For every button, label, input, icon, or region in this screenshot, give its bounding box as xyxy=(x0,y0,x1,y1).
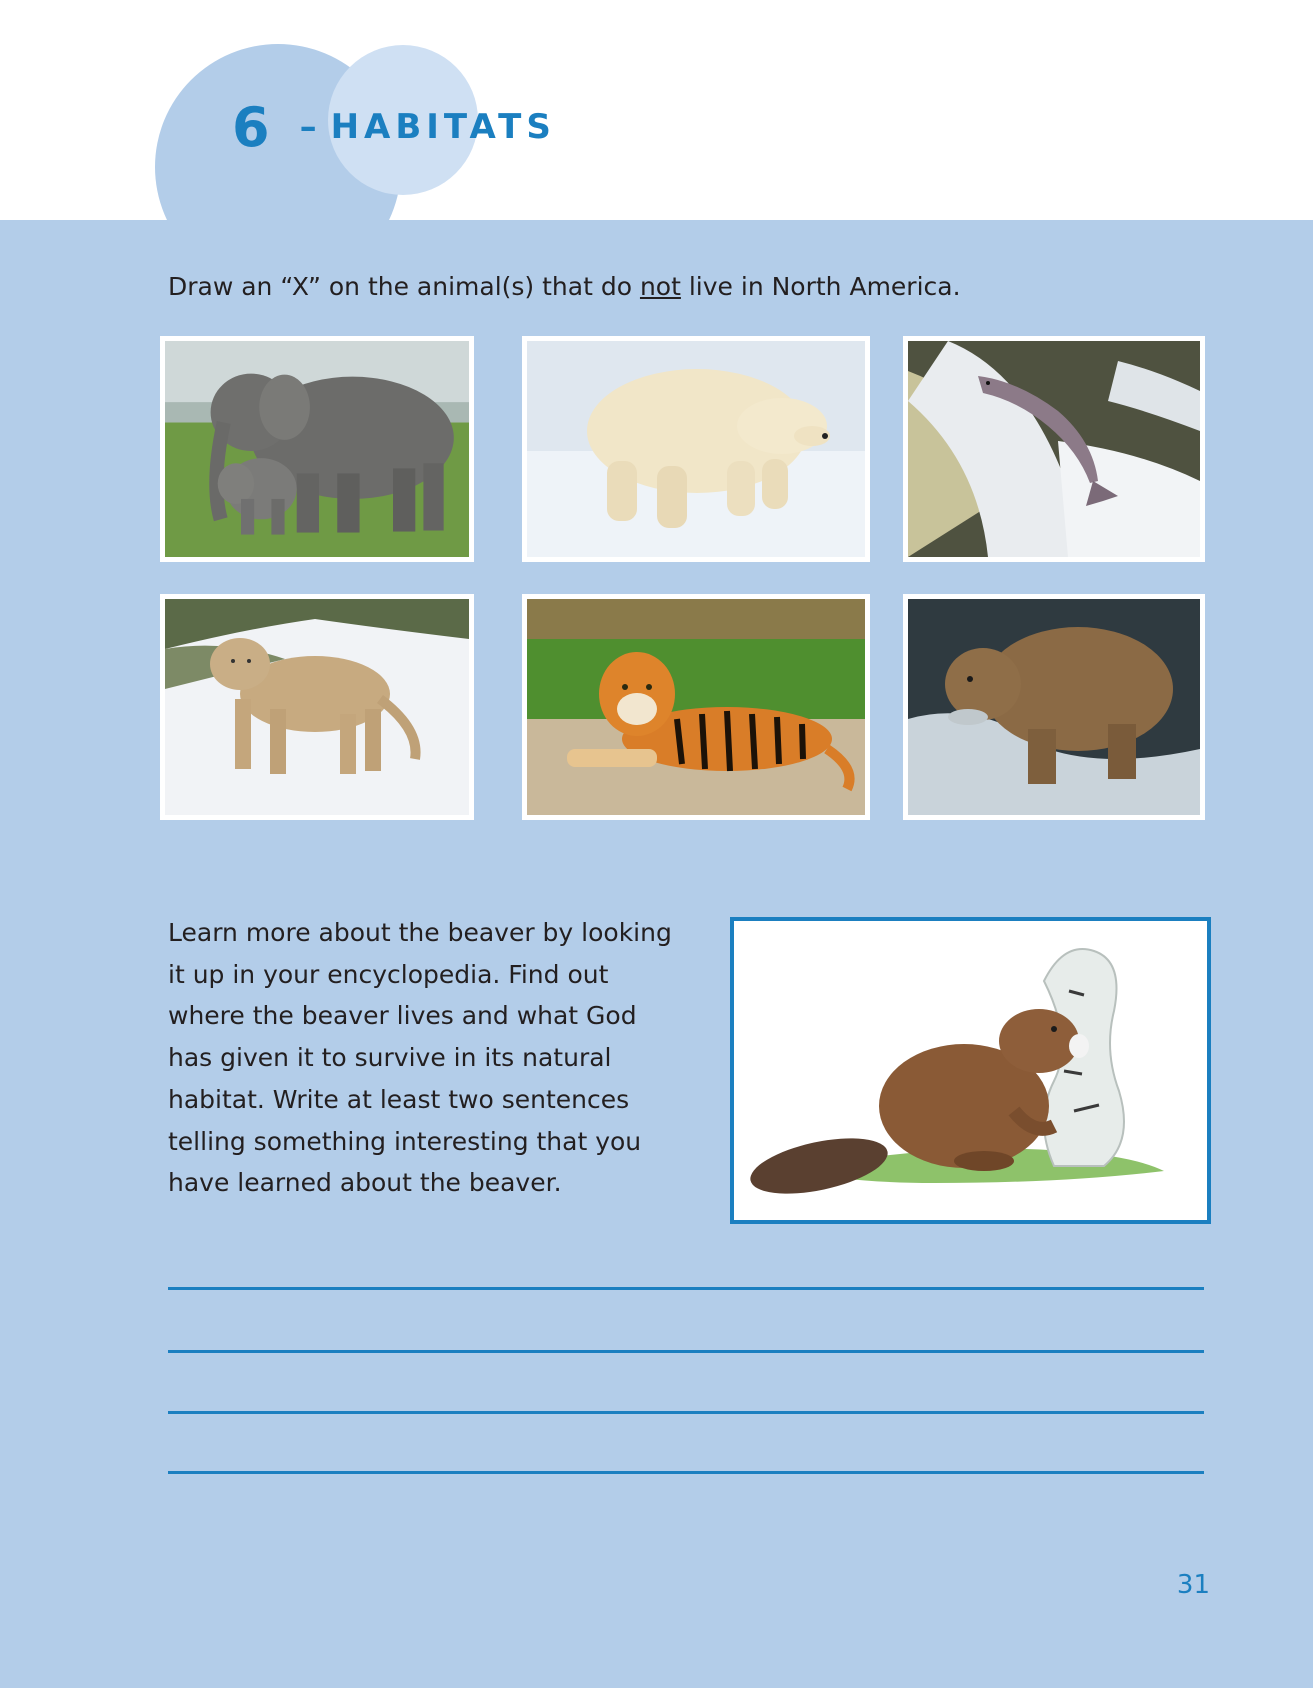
paragraph-line: habitat. Write at least two sentences xyxy=(168,1084,630,1114)
paragraph-line: has given it to survive in its natural xyxy=(168,1043,612,1073)
photo-salmon[interactable] xyxy=(903,336,1205,562)
photo-cougar[interactable] xyxy=(160,594,474,820)
beaver-illustration xyxy=(730,917,1211,1224)
paragraph-line: it up in your encyclopedia. Find out xyxy=(168,959,609,989)
elephants-image xyxy=(165,341,469,557)
tiger-image xyxy=(527,599,865,815)
chapter-number: 6 xyxy=(232,95,270,159)
polar-bear-image xyxy=(527,341,865,557)
paragraph-line: telling something interesting that you xyxy=(168,1126,642,1156)
photo-tiger[interactable] xyxy=(522,594,870,820)
paragraph-line: Learn more about the beaver by looking xyxy=(168,918,672,947)
activity-instruction xyxy=(168,272,1168,301)
beaver-paragraph xyxy=(168,912,673,1204)
chapter-heading xyxy=(232,92,556,162)
chapter-dash: – xyxy=(299,107,317,147)
instruction-text-2: live in North America. xyxy=(680,272,961,301)
paragraph-line: where the beaver lives and what God xyxy=(168,1001,637,1031)
page-number: 31 xyxy=(1176,1570,1210,1600)
instruction-text-1: Draw an “X” on the animal(s) that do xyxy=(168,272,640,301)
beaver-image xyxy=(734,921,1207,1220)
salmon-image xyxy=(908,341,1200,557)
chapter-title: HABITATS xyxy=(330,107,556,147)
instruction-emphasis: not xyxy=(639,272,681,301)
photo-brown-bear[interactable] xyxy=(903,594,1205,820)
paragraph-line: have learned about the beaver. xyxy=(168,1168,562,1198)
photo-polar-bear[interactable] xyxy=(522,336,870,562)
cougar-image xyxy=(165,599,469,815)
writing-line[interactable] xyxy=(168,1411,1204,1414)
photo-elephants[interactable] xyxy=(160,336,474,562)
brown-bear-image xyxy=(908,599,1200,815)
writing-line[interactable] xyxy=(168,1350,1204,1353)
writing-line[interactable] xyxy=(168,1287,1204,1290)
writing-line[interactable] xyxy=(168,1471,1204,1474)
